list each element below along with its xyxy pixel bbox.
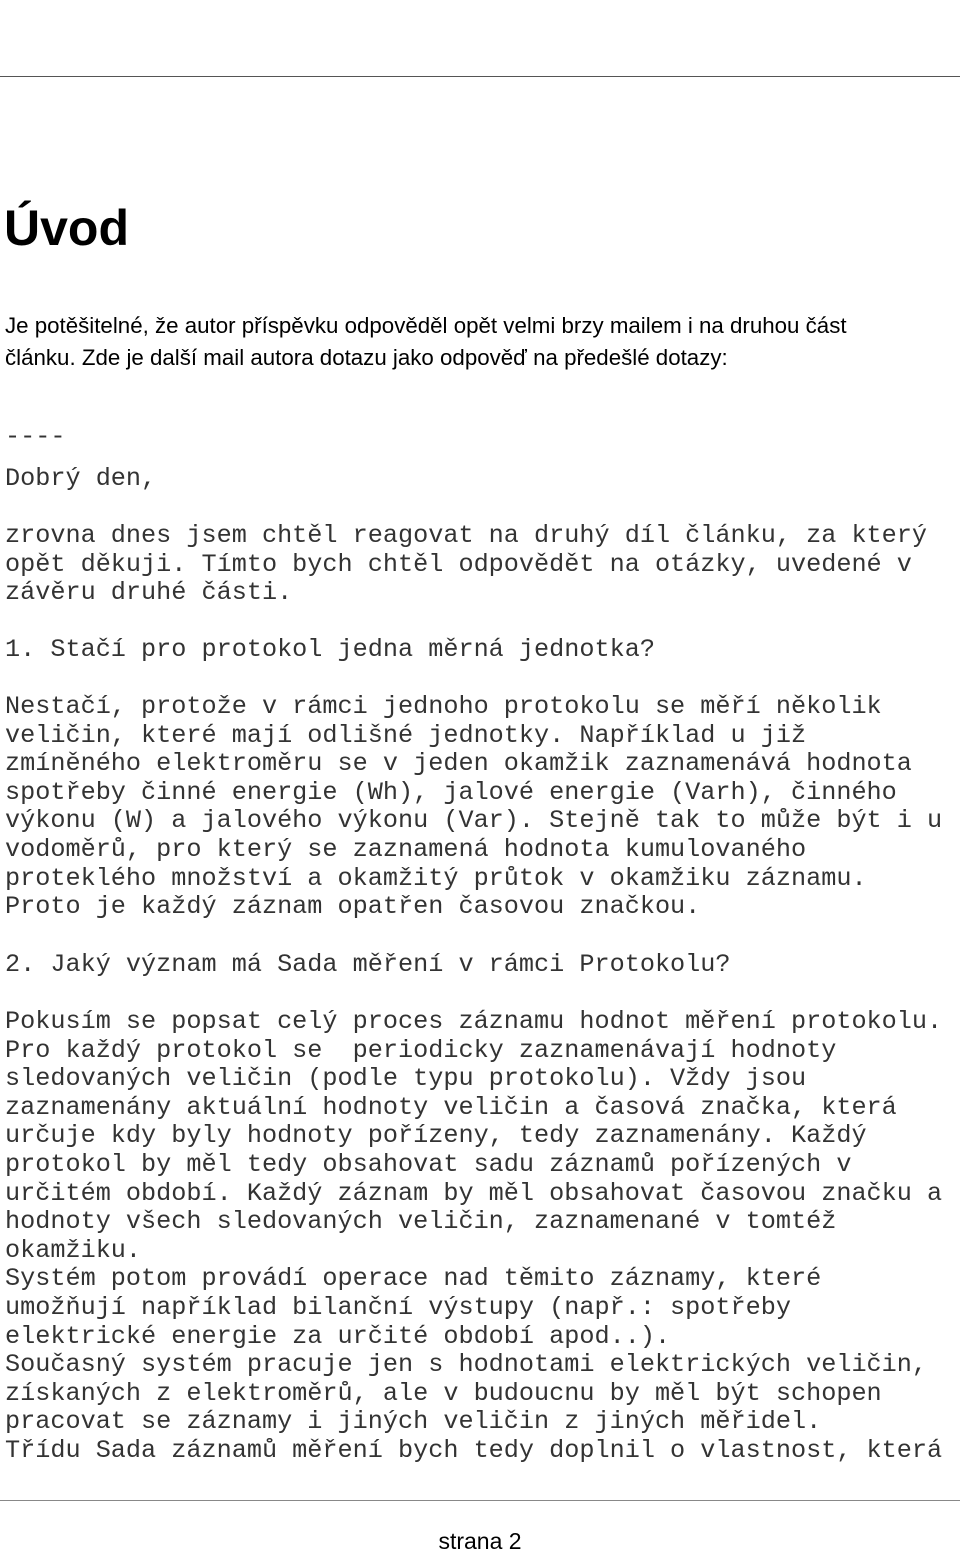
answer-2: Pokusím se popsat celý proces záznamu hodnot měření protokolu. Pro každý protokol se periodicky zaznamenávají hodnoty sledovaných veličin (podle typu protokolu). Vždy jsou zaznamenány aktuální hodnoty veličin a časová značka, která určuje kdy byly hodnoty pořízeny, tedy zaznamenány. Každý protokol by měl tedy obsahovat sadu záznamů pořízených v určitém období. Každý záznam by měl obsahovat časovou značku a hodnoty všech sledovaných veličin, zaznamenané v tomtéž okamžiku. Systém potom provádí operace nad těmito záznamy, které umožňují například bilanční výstupy (např.: spotřeby elektrické energie za určité období apod..). Současný systém pracuje jen s hodnotami elektrických veličin, získaných z elektroměrů, ale v budoucnu by měl být schopen pracovat se záznamy i jiných veličin z jiných měřidel. Třídu Sada záznamů měření bych tedy doplnil o vlastnost, která — [5, 1007, 943, 1465]
copyright-text: © Ilja Kraval, 2007, — [330, 19, 472, 36]
page-number: strana 2 — [438, 1528, 522, 1554]
website-link[interactable]: http://www.objects.cz — [471, 19, 630, 36]
question-1: 1. Stačí pro protokol jedna měrná jednotka? — [5, 635, 655, 664]
intro-paragraph: Je potěšitelné, že autor příspěvku odpověděl opět velmi brzy mailem i na druhou část článku. Zde je další mail autora dotazu jako odpověď na předešlé dotazy: — [5, 313, 847, 370]
header-copyright — [0, 18, 960, 37]
answer-1: Nestačí, protože v rámci jednoho protokolu se měří několik veličin, které mají odlišné jednotky. Například u již zmíněného elektroměru se v jeden okamžik zaznamenává hodnota spotřeby činné energie (Wh), jalové energie (Varh), činného výkonu (W) a jalového výkonu (Var). Stejně tak to může být i u vodoměrů, pro který se zaznamená hodnota kumulovaného protekléhо množství a okamžitý průtok v okamžiku záznamu. Proto je každý záznam opatřen časovou značkou. — [5, 692, 943, 922]
mail-paragraph-1: zrovna dnes jsem chtěl reagovat na druhý díl článku, za který opět děkuji. Tímto bych chtěl odpovědět na otázky, uvedené v závěru druhé části. — [5, 521, 928, 608]
header-title: Odpověď na dotaz ohledně asociační třídy v modelu měření 3.část — [235, 0, 725, 17]
section-title: Úvod — [4, 200, 129, 256]
footer-divider — [0, 1500, 960, 1501]
question-2: 2. Jaký význam má Sada měření v rámci Protokolu? — [5, 950, 731, 979]
mail-greeting: Dobrý den, — [5, 464, 157, 493]
page-header — [0, 0, 960, 77]
mail-separator: ---- — [5, 422, 66, 451]
